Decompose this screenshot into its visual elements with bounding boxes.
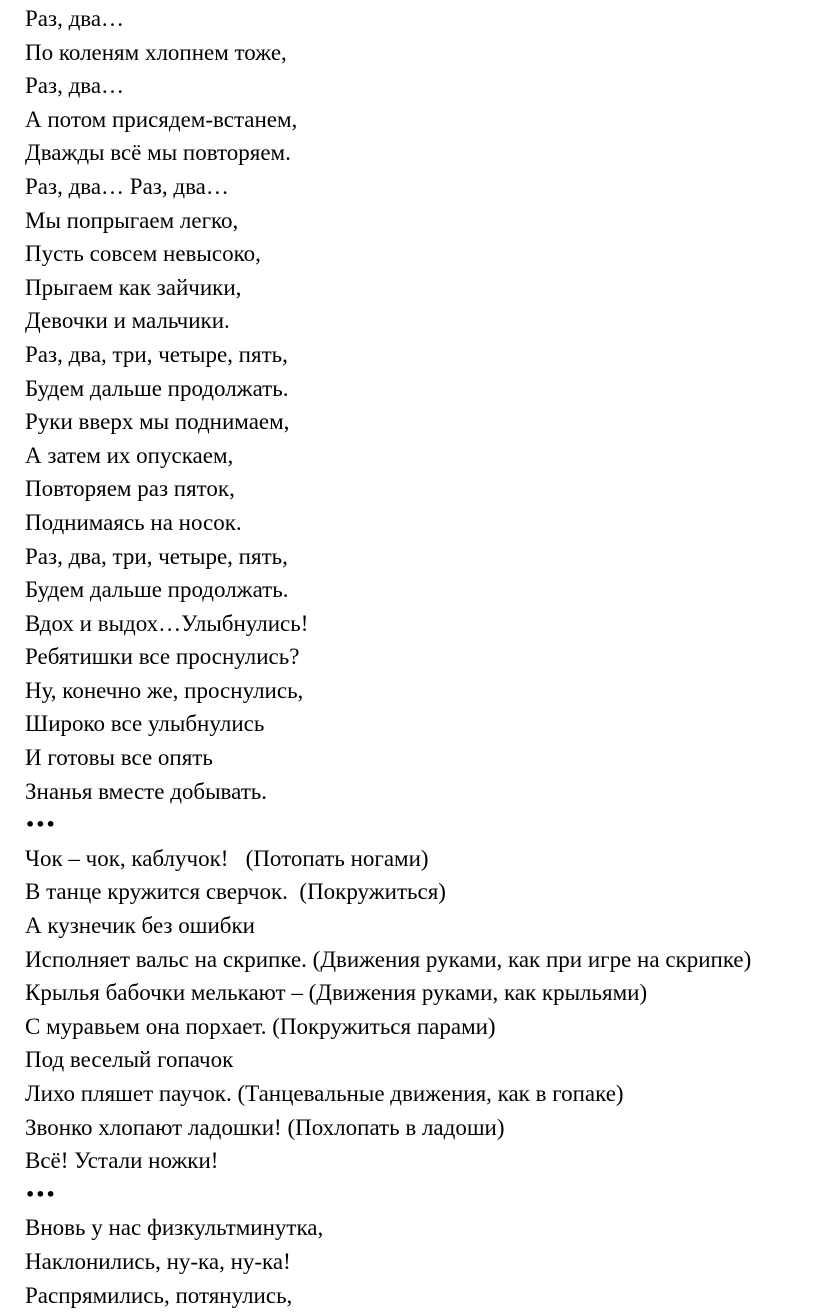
poem-line: Вновь у нас физкультминутка, [25, 1215, 324, 1241]
poem-line: Знанья вместе добывать. [25, 778, 268, 804]
poem-line: А потом присядем-встанем, [25, 106, 298, 132]
poem-line: Повторяем раз пяток, [25, 476, 235, 502]
poem-line: Девочки и мальчики. [25, 308, 230, 334]
poem-line: И готовы все опять [25, 745, 213, 771]
poem-line: Ну, конечно же, проснулись, [25, 677, 304, 703]
poem-line: Раз, два… [25, 73, 125, 99]
poem-line: Раз, два, три, четыре, пять, [25, 341, 288, 367]
poem-line: Будем дальше продолжать. [25, 375, 289, 401]
poem-line: Ребятишки все проснулись? [25, 644, 300, 670]
poem-line: Дважды всё мы повторяем. [25, 140, 291, 166]
poem-line: Звонко хлопают ладошки! (Похлопать в ладоши) [25, 1114, 505, 1140]
poem-line: Исполняет вальс на скрипке. (Движения руками, как при игре на скрипке) [25, 946, 752, 972]
poem-line: Руки вверх мы поднимаем, [25, 409, 290, 435]
poem-line: Поднимаясь на носок. [25, 509, 242, 535]
poem-line: Крылья бабочки мелькают – (Движения руками, как крыльями) [25, 980, 648, 1006]
poem-line: В танце кружится сверчок. (Покружиться) [25, 879, 446, 905]
poem-line: Пусть совсем невысоко, [25, 241, 261, 267]
poem-line: А затем их опускаем, [25, 442, 234, 468]
poem-line: Мы попрыгаем легко, [25, 207, 239, 233]
poem-line: С муравьем она порхает. (Покружиться парами) [25, 1013, 496, 1039]
poem-line: Широко все улыбнулись [25, 711, 265, 737]
poem-line: Будем дальше продолжать. [25, 577, 289, 603]
poem-line: Наклонились, ну-ка, ну-ка! [25, 1248, 291, 1274]
poem-line: Раз, два… [25, 6, 125, 31]
poem-line: Вдох и выдох…Улыбнулись! [25, 610, 309, 636]
poem-line: Раз, два… Раз, два… [25, 173, 229, 199]
document-page [25, 2, 815, 1312]
poem-line: Чок – чок, каблучок! (Потопать ногами) [25, 845, 429, 871]
poem-line: Распрямились, потянулись, [25, 1282, 293, 1308]
section-separator: ••• [25, 1184, 56, 1204]
poem-line: Прыгаем как зайчики, [25, 274, 242, 300]
poem-line: Под веселый гопачок [25, 1047, 234, 1073]
poem-line: По коленям хлопнем тоже, [25, 39, 287, 65]
poem-line: А кузнечик без ошибки [25, 913, 255, 939]
section-separator: ••• [25, 815, 56, 835]
poem-line: Лихо пляшет паучок. (Танцевальные движения, как в гопаке) [25, 1081, 624, 1106]
poem-line: Всё! Устали ножки! [25, 1148, 219, 1174]
poem-line: Раз, два, три, четыре, пять, [25, 543, 288, 569]
